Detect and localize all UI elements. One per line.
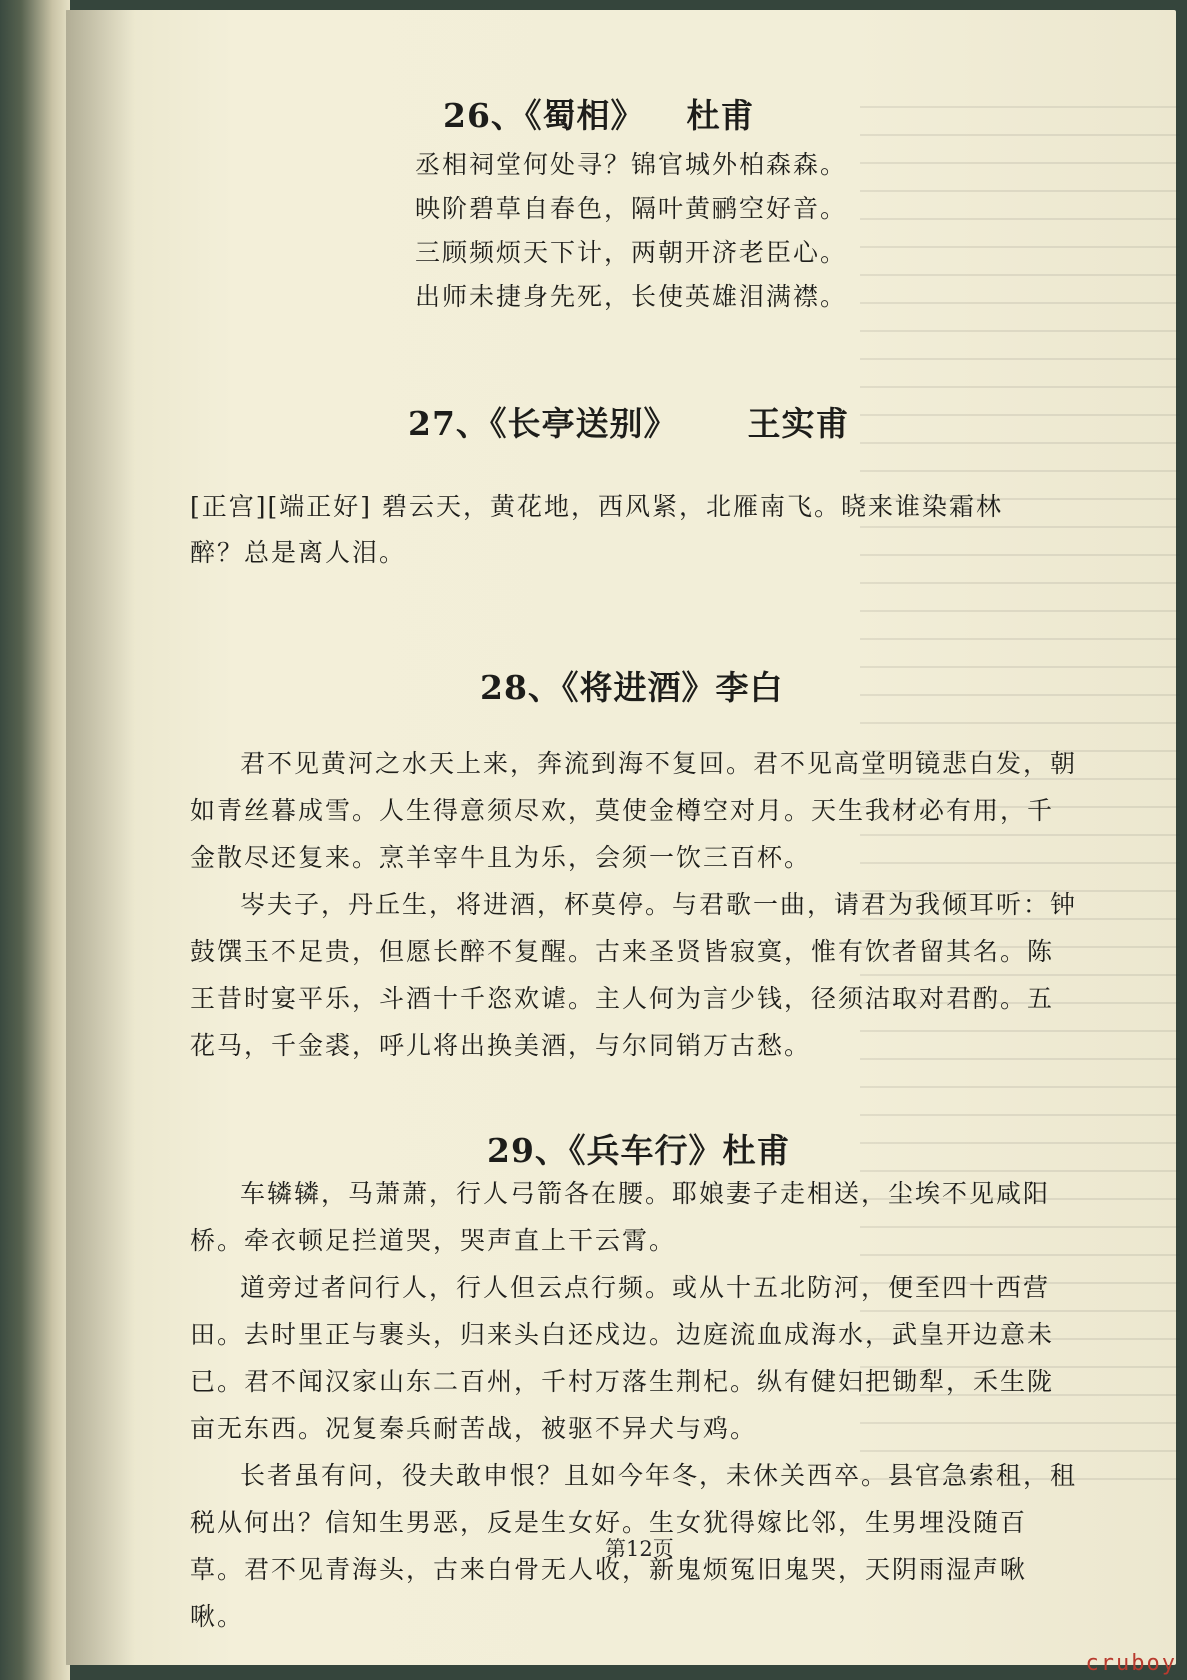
paragraph: 车辚辚，马萧萧，行人弓箭各在腰。耶娘妻子走相送，尘埃不见咸阳桥。牵衣顿足拦道哭，哭声直上干云霄。 xyxy=(190,1179,1051,1255)
poem-number: 28、 xyxy=(480,668,562,707)
poem-number: 29、 xyxy=(487,1131,569,1170)
poem-title: 《蜀相》 xyxy=(524,96,645,135)
poem-line: 三顾频烦天下计，两朝开济老臣心。 xyxy=(415,238,848,267)
poem-line: 映阶碧草自春色，隔叶黄鹂空好音。 xyxy=(415,194,848,223)
poem-author: 杜甫 xyxy=(722,1131,791,1170)
poem-author: 杜甫 xyxy=(686,96,755,135)
paragraph: 长者虽有问，役夫敢申恨？且如今年冬，未休关西卒。县官急索租，租税从何出？信知生男恶，反是生女好。生女犹得嫁比邻，生男埋没随百草。君不见青海头，古来白骨无人收，新鬼烦冤旧鬼哭，天阴雨湿声啾啾。 xyxy=(190,1461,1078,1631)
page-gutter-shadow xyxy=(66,10,136,1665)
poem-number: 26、 xyxy=(443,96,525,135)
poem-27-title xyxy=(408,398,849,445)
poem-title: 《将进酒》 xyxy=(561,668,716,707)
poem-author: 王实甫 xyxy=(747,404,850,443)
paragraph: 道旁过者问行人，行人但云点行频。或从十五北防河，便至四十西营田。去时里正与裹头，归来头白还戍边。边庭流血成海水，武皇开边意未已。君不闻汉家山东二百州，千村万落生荆杞。纵有健妇把锄犁，禾生陇亩无东西。况复秦兵耐苦战，被驱不异犬与鸡。 xyxy=(190,1273,1055,1443)
poem-number: 27、 xyxy=(408,404,490,443)
paragraph: 岑夫子，丹丘生，将进酒，杯莫停。与君歌一曲，请君为我倾耳听：钟鼓馔玉不足贵，但愿长醉不复醒。古来圣贤皆寂寞，惟有饮者留其名。陈王昔时宴平乐，斗酒十千恣欢谑。主人何为言少钱，径须沽取对君酌。五花马，千金裘，呼儿将出换美酒，与尔同销万古愁。 xyxy=(190,890,1078,1060)
book-spine-edge xyxy=(0,0,70,1680)
poem-title: 《兵车行》 xyxy=(568,1131,723,1170)
page-number: 第12页 xyxy=(605,1537,674,1561)
poem-line: 丞相祠堂何处寻？锦官城外柏森森。 xyxy=(415,150,848,179)
poem-28-title xyxy=(480,662,783,709)
poem-29-body xyxy=(190,1170,1080,1640)
poem-26-title xyxy=(443,90,754,137)
paragraph: 君不见黄河之水天上来，奔流到海不复回。君不见高堂明镜悲白发，朝如青丝暮成雪。人生得意须尽欢，莫使金樽空对月。天生我材必有用，千金散尽还复来。烹羊宰牛且为乐，会须一饮三百杯。 xyxy=(190,749,1078,872)
poem-line: 出师未捷身先死，长使英雄泪满襟。 xyxy=(415,282,848,311)
page-content xyxy=(190,0,1080,1680)
poem-29-title xyxy=(487,1125,790,1172)
poem-28-body xyxy=(190,740,1080,1069)
poem-title: 《长亭送别》 xyxy=(489,404,678,443)
watermark-text: cruboy xyxy=(1085,1651,1177,1676)
poem-line: 醉？总是离人泪。 xyxy=(190,538,407,567)
poem-line: [正宫][端正好] 碧云天，黄花地，西风紧，北雁南飞。晓来谁染霜林 xyxy=(190,492,1003,521)
poem-author: 李白 xyxy=(715,668,784,707)
